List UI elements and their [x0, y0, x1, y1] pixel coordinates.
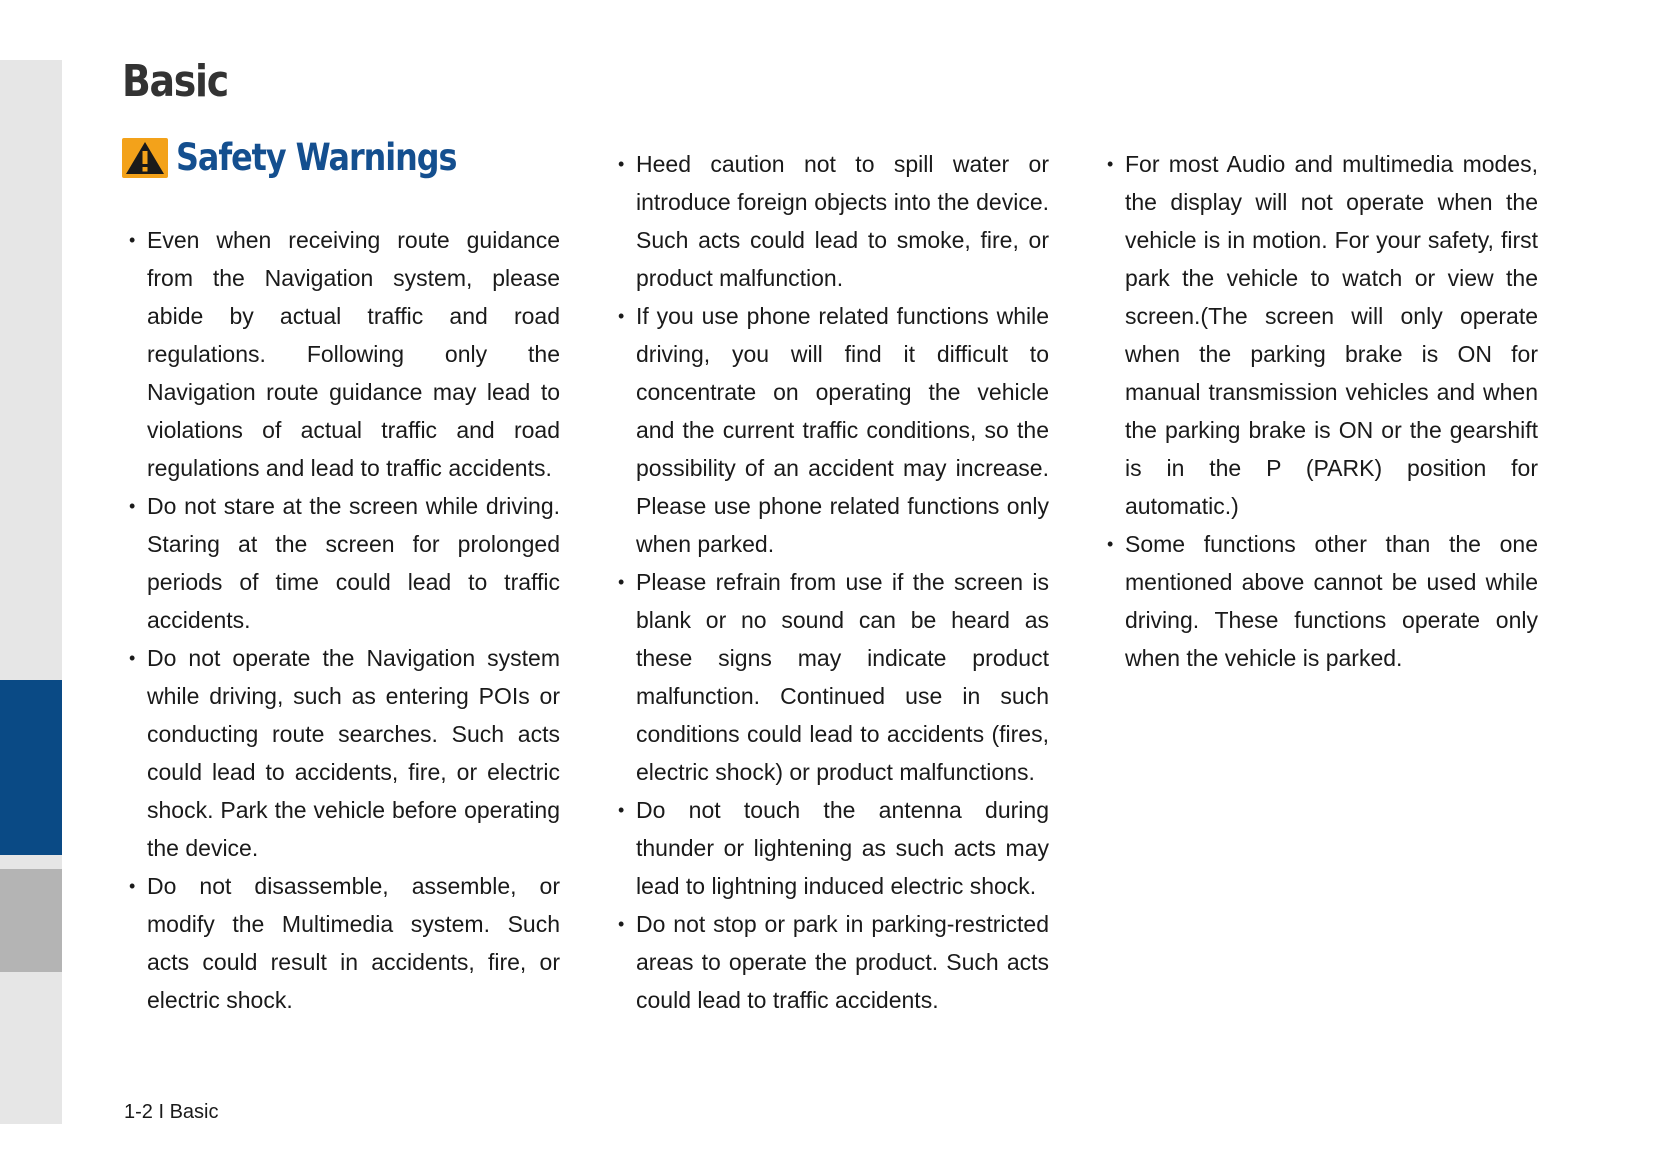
warning-item: • Do not disassemble, assemble, or modify the Multimedia system. Such acts could result in accidents, fire, or electric shock.	[129, 873, 560, 1013]
warning-item: • Do not stop or park in parking-restricted areas to operate the product. Such acts could lead to traffic accidents.	[618, 911, 1049, 1013]
chapter-tab-active	[0, 680, 62, 855]
warning-column-3	[1102, 145, 1538, 677]
warning-column-1	[124, 221, 560, 1019]
side-tab-separator	[0, 855, 62, 869]
page-title: Basic	[122, 56, 228, 107]
side-tab-light-bottom	[0, 972, 62, 1124]
warning-item: • If you use phone related functions while driving, you will find it difficult to concentrate on operating the vehicle and the current traffic conditions, so the possibility of an accident may increase. Please use phone related functions only when parked.	[618, 303, 1049, 557]
warning-item: • Please refrain from use if the screen is blank or no sound can be heard as these signs may indicate product malfunction. Continued use in such conditions could lead to accidents (fires, electric shock) or product malfunctions.	[618, 569, 1049, 785]
page-footer: 1-2 I Basic	[124, 1101, 219, 1123]
warning-item: • For most Audio and multimedia modes, the display will not operate when the vehicle is in motion. For your safety, first park the vehicle to watch or view the screen.(The screen will only operate when the parking brake is ON for manual transmission vehicles and when the parking brake is ON or the gearshift is in the P (PARK) position for automatic.)	[1107, 151, 1538, 519]
warning-item: • Even when receiving route guidance from the Navigation system, please abide by actual traffic and road regulations. Following only the Navigation route guidance may lead to violations of actual traffic and road regulations and lead to traffic accidents.	[129, 227, 560, 481]
chapter-tab-gray	[0, 869, 62, 972]
warning-item: • Do not stare at the screen while driving. Staring at the screen for prolonged periods of time could lead to traffic accidents.	[129, 493, 560, 633]
warning-triangle-icon	[122, 138, 168, 178]
section-title: Safety Warnings	[176, 136, 457, 179]
warning-item: • Some functions other than the one mentioned above cannot be used while driving. These functions operate only when the vehicle is parked.	[1107, 531, 1538, 671]
warning-item: • Do not touch the antenna during thunder or lightening as such acts may lead to lightning induced electric shock.	[618, 797, 1049, 899]
side-tab-light-top	[0, 60, 62, 680]
warning-item: • Heed caution not to spill water or introduce foreign objects into the device. Such acts could lead to smoke, fire, or product malfunction.	[618, 151, 1049, 291]
warning-item: • Do not operate the Navigation system while driving, such as entering POIs or conducting route searches. Such acts could lead to accidents, fire, or electric shock. Park the vehicle before operating the device.	[129, 645, 560, 861]
section-heading	[122, 136, 502, 179]
warning-column-2	[613, 145, 1049, 1019]
